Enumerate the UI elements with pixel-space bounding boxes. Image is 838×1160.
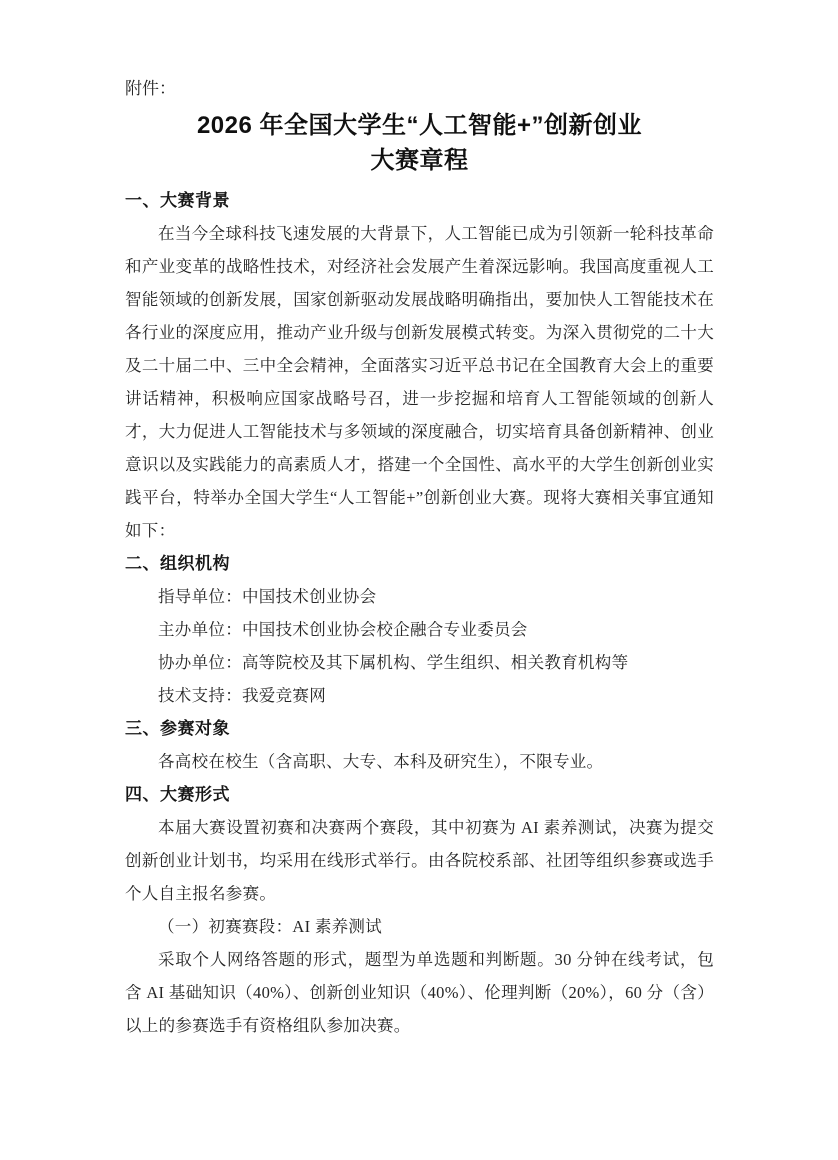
org-line-host-unit: 主办单位：中国技术创业协会校企融合专业委员会 bbox=[158, 620, 528, 639]
document-title-line2: 大赛章程 bbox=[370, 147, 469, 174]
paragraph-competition-format: 本届大赛设置初赛和决赛两个赛段，其中初赛为 AI 素养测试，决赛为提交创新创业计划书，均采用在线形式举行。由各院校系部、社团等组织参赛或选手个人自主报名参赛。 bbox=[125, 818, 714, 903]
section-heading-organization: 二、组织机构 bbox=[125, 554, 230, 573]
document-content bbox=[125, 74, 714, 1042]
org-line-guidance-unit: 指导单位：中国技术创业协会 bbox=[158, 587, 377, 606]
attachment-label: 附件： bbox=[125, 79, 176, 98]
org-line-co-organizer: 协办单位：高等院校及其下属机构、学生组织、相关教育机构等 bbox=[158, 653, 629, 672]
paragraph-competition-background: 在当今全球科技飞速发展的大背景下，人工智能已成为引领新一轮科技革命和产业变革的战略性技术，对经济社会发展产生着深远影响。我国高度重视人工智能领域的创新发展，国家创新驱动发展战略明确指出，要加快人工智能技术在各行业的深度应用，推动产业升级与创新发展模式转变。为深入贯彻党的二十大及二十届二中、三中全会精神，全面落实习近平总书记在全国教育大会上的重要讲话精神，积极响应国家战略号召，进一步挖掘和培育人工智能领域的创新人才，大力促进人工智能技术与多领域的深度融合，切实培育具备创新精神、创业意识以及实践能力的高素质人才，搭建一个全国性、高水平的大学生创新创业实践平台，特举办全国大学生“人工智能+”创新创业大赛。现将大赛相关事宜通知如下： bbox=[125, 224, 714, 540]
section-heading-participants: 三、参赛对象 bbox=[125, 719, 230, 738]
section-heading-competition-format: 四、大赛形式 bbox=[125, 785, 230, 804]
paragraph-preliminary-stage-details: 采取个人网络答题的形式，题型为单选题和判断题。30 分钟在线考试，包含 AI 基础知识（40%）、创新创业知识（40%）、伦理判断（20%），60 分（含）以上的参赛选手有资格组队参加决赛。 bbox=[125, 950, 714, 1035]
org-line-technical-support: 技术支持：我爱竞赛网 bbox=[158, 686, 326, 705]
paragraph-participants: 各高校在校生（含高职、大专、本科及研究生），不限专业。 bbox=[158, 752, 604, 771]
document-title-line1: 2026 年全国大学生“人工智能+”创新创业 bbox=[196, 112, 643, 139]
document-title bbox=[125, 108, 714, 178]
subheading-preliminary-stage: （一）初赛赛段：AI 素养测试 bbox=[158, 917, 383, 936]
section-heading-competition-background: 一、大赛背景 bbox=[125, 191, 230, 210]
